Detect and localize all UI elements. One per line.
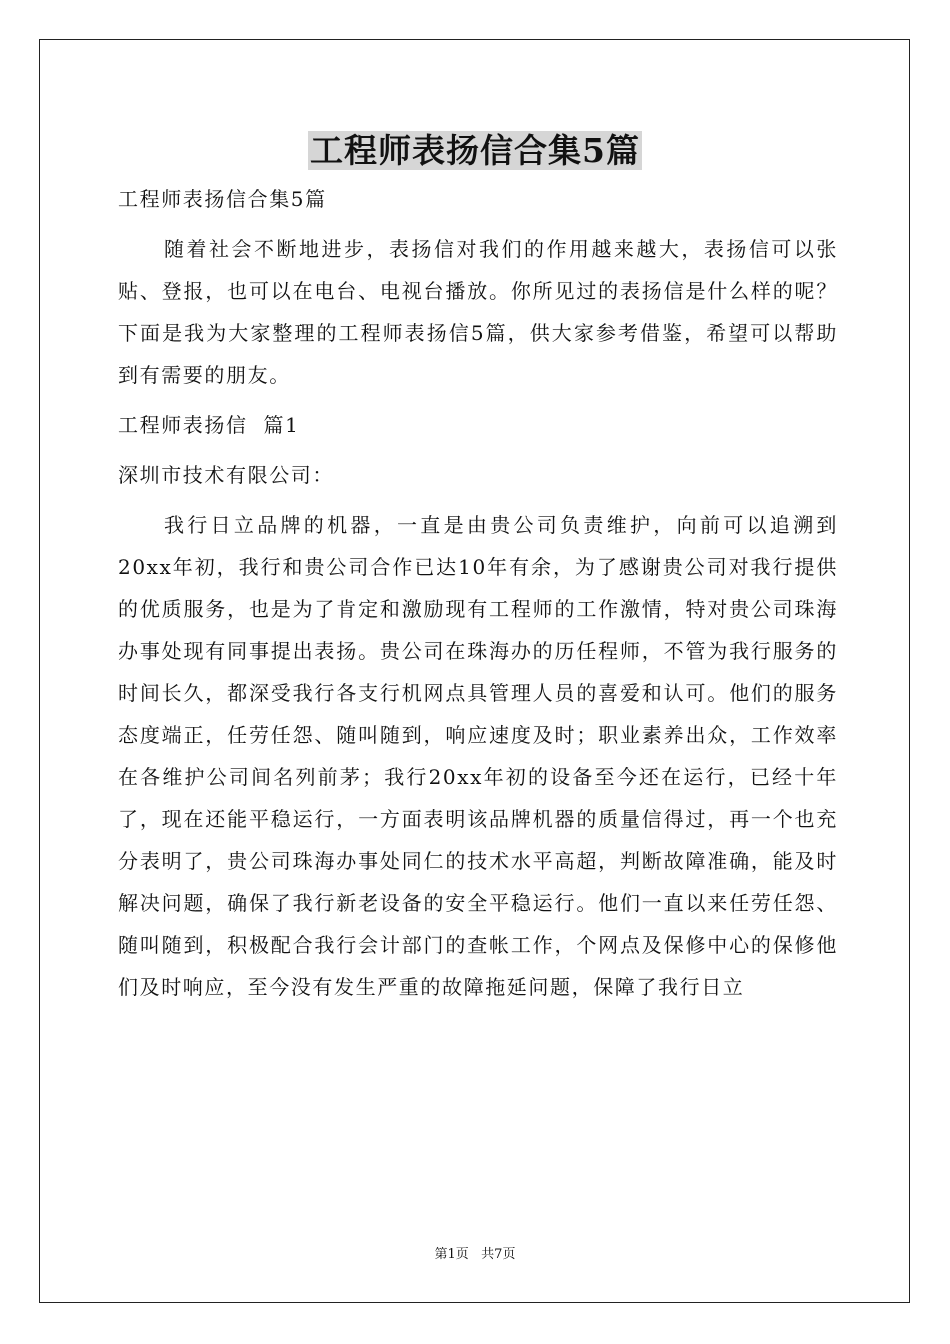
letter-body-paragraph: 我行日立品牌的机器，一直是由贵公司负责维护，向前可以追溯到20xx年初，我行和贵公司合作已达10年有余，为了感谢贵公司对我行提供的优质服务，也是为了肯定和激励现有工程师的工作激情，特对贵公司珠海办事处现有同事提出表扬。贵公司在珠海办的历任程师，不管为我行服务的时间长久，都深受我行各支行机网点具管理人员的喜爱和认可。他们的服务态度端正，任劳任怨、随叫随到，响应速度及时；职业素养出众，工作效率在各维护公司间名列前茅；我行20xx年初的设备至今还在运行，已经十年了，现在还能平稳运行，一方面表明该品牌机器的质量信得过，再一个也充分表明了，贵公司珠海办事处同仁的技术水平高超，判断故障准确，能及时解决问题，确保了我行新老设备的安全平稳运行。他们一直以来任劳任怨、随叫随到，积极配合我行会计部门的查帐工作，个网点及保修中心的保修他们及时响应，至今没有发生严重的故障拖延问题，保障了我行日立 [118, 513, 838, 999]
intro-paragraph: 随着社会不断地进步，表扬信对我们的作用越来越大，表扬信可以张贴、登报，也可以在电台、电视台播放。你所见过的表扬信是什么样的呢？下面是我为大家整理的工程师表扬信5篇，供大家参考借鉴，希望可以帮助到有需要的朋友。 [118, 237, 838, 387]
document-title [0, 128, 950, 174]
document-body [118, 178, 838, 1016]
letter-salutation: 深圳市技术有限公司： [118, 463, 334, 487]
document-subtitle: 工程师表扬信合集5篇 [118, 187, 327, 211]
document-title-text: 工程师表扬信合集5篇 [310, 131, 640, 170]
section-heading: 工程师表扬信 篇1 [118, 413, 300, 437]
page-footer: 第1页 共7页 [434, 1247, 516, 1262]
